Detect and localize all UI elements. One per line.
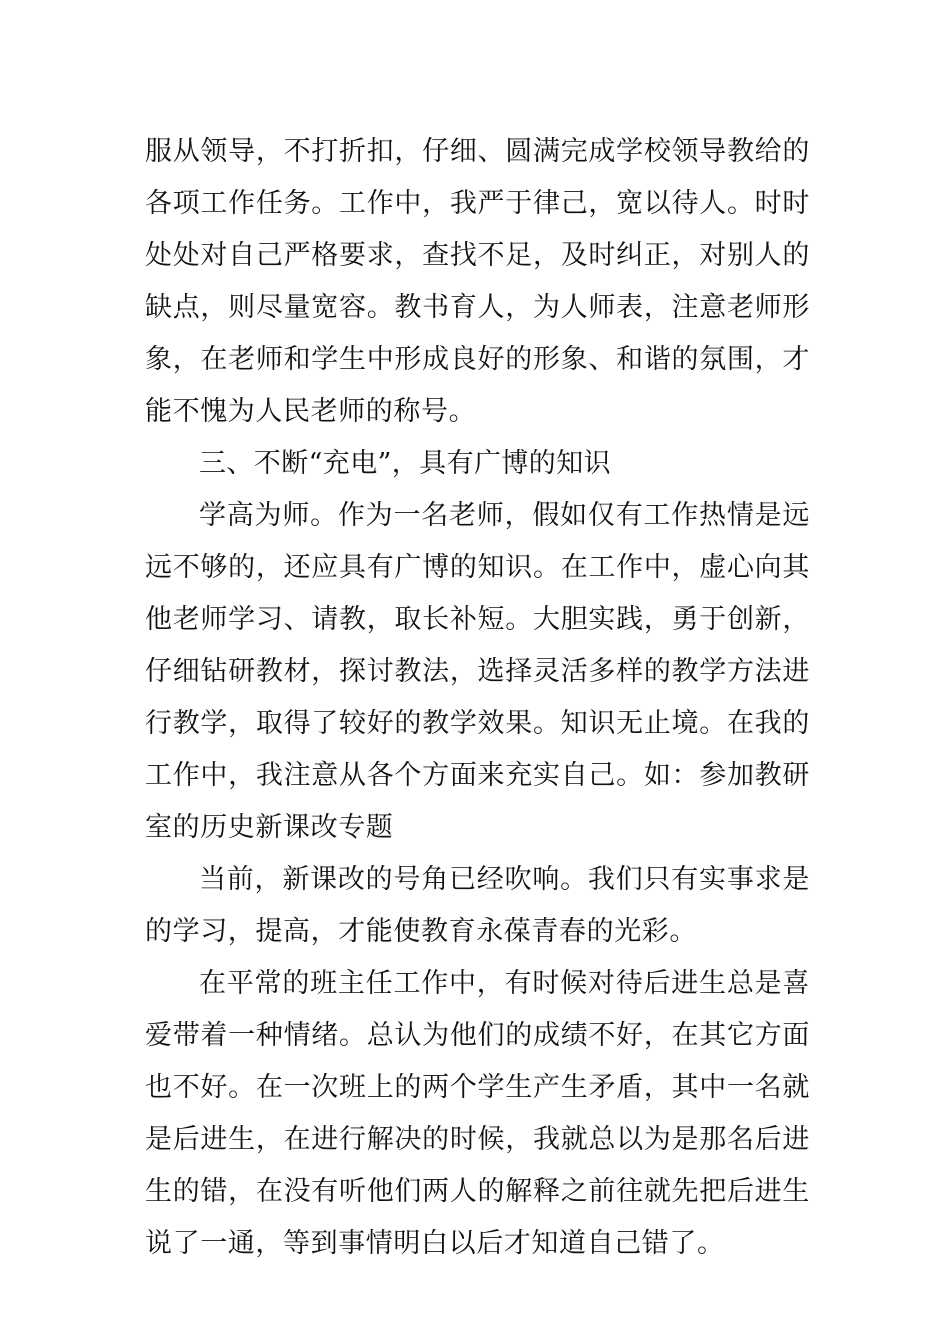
paragraph-continuation: 服从领导，不打折扣，仔细、圆满完成学校领导教给的各项工作任务。工作中，我严于律己，宽以待人。时时处处对自己严格要求，查找不足，及时纠正，对别人的缺点，则尽量宽容。教书育人，为人师表，注意老师形象，在老师和学生中形成良好的形象、和谐的氛围，才能不愧为人民老师的称号。 bbox=[145, 136, 810, 427]
paragraph: 当前，新课改的号角已经吹响。我们只有实事求是的学习，提高，才能使教育永葆青春的光彩。 bbox=[145, 864, 810, 947]
paragraph: 学高为师。作为一名老师，假如仅有工作热情是远远不够的，还应具有广博的知识。在工作中，虚心向其他老师学习、请教，取长补短。大胆实践，勇于创新，仔细钻研教材，探讨教法，选择灵活多样的教学方法进行教学，取得了较好的教学效果。知识无止境。在我的工作中，我注意从各个方面来充实自己。如：参加教研室的历史新课改专题 bbox=[145, 500, 810, 843]
document-body bbox=[145, 126, 810, 1270]
paragraph: 在平常的班主任工作中，有时候对待后进生总是喜爱带着一种情绪。总认为他们的成绩不好，在其它方面也不好。在一次班上的两个学生产生矛盾，其中一名就是后进生，在进行解决的时候，我就总以为是那名后进生的错，在没有听他们两人的解释之前往就先把后进生说了一通，等到事情明白以后才知道自己错了。 bbox=[145, 968, 810, 1259]
section-heading: 三、不断“充电”，具有广博的知识 bbox=[199, 448, 612, 479]
